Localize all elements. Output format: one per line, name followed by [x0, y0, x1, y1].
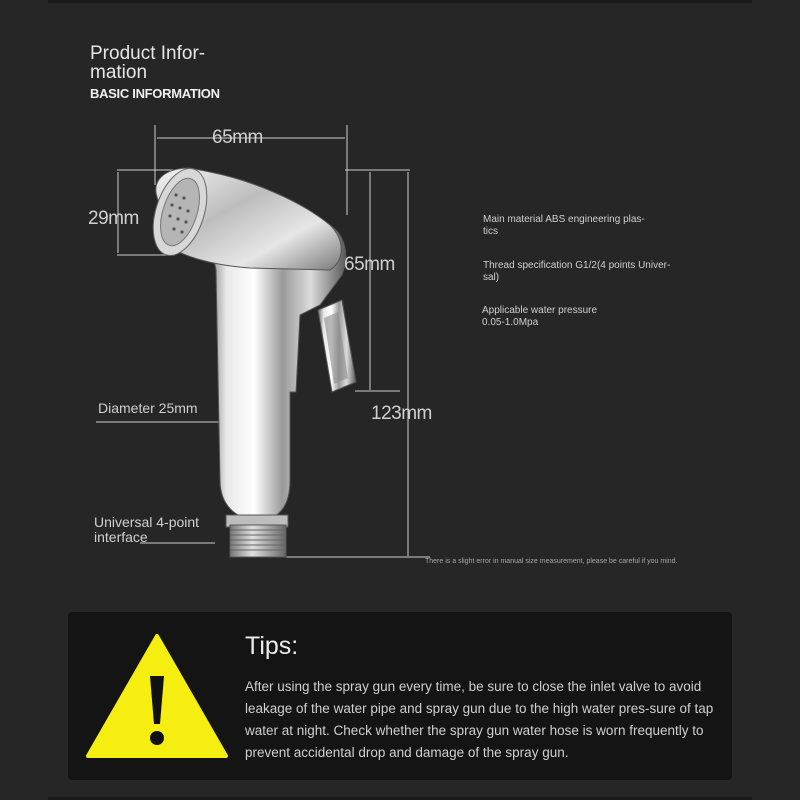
height-dimension: 123mm: [371, 403, 432, 424]
tips-text: After using the spray gun every time, be sure to close the inlet valve to avoid leakage of the water pipe and spray gun due to the high water pres-sure of tap water at night. Check whether the spray gun water hose is worn frequently to prevent accidental drop and damage of the spray gun.: [245, 679, 714, 760]
tips-panel: [68, 612, 732, 780]
measurement-note: There is a slight error in manual size measurement, please be careful if you mind.: [425, 558, 678, 565]
spec-thread: Thread specification G1/2(4 points Univer- sal): [483, 260, 671, 283]
spec-material: Main material ABS engineering plas- tics: [483, 214, 645, 237]
head-dimension: 29mm: [88, 208, 139, 229]
handle-dimension: 65mm: [344, 254, 395, 275]
warning-icon: [84, 632, 230, 760]
interface-label: Universal 4-point interface: [94, 514, 200, 545]
spec-pressure: Applicable water pressure 0.05-1.0Mpa: [482, 305, 598, 328]
page-subtitle: BASIC INFORMATION: [90, 86, 220, 101]
diameter-label: Diameter 25mm: [98, 400, 198, 416]
width-dimension: 65mm: [212, 127, 263, 148]
tips-title: Tips:: [245, 632, 299, 660]
page-title: Product Infor- mation: [90, 43, 206, 83]
